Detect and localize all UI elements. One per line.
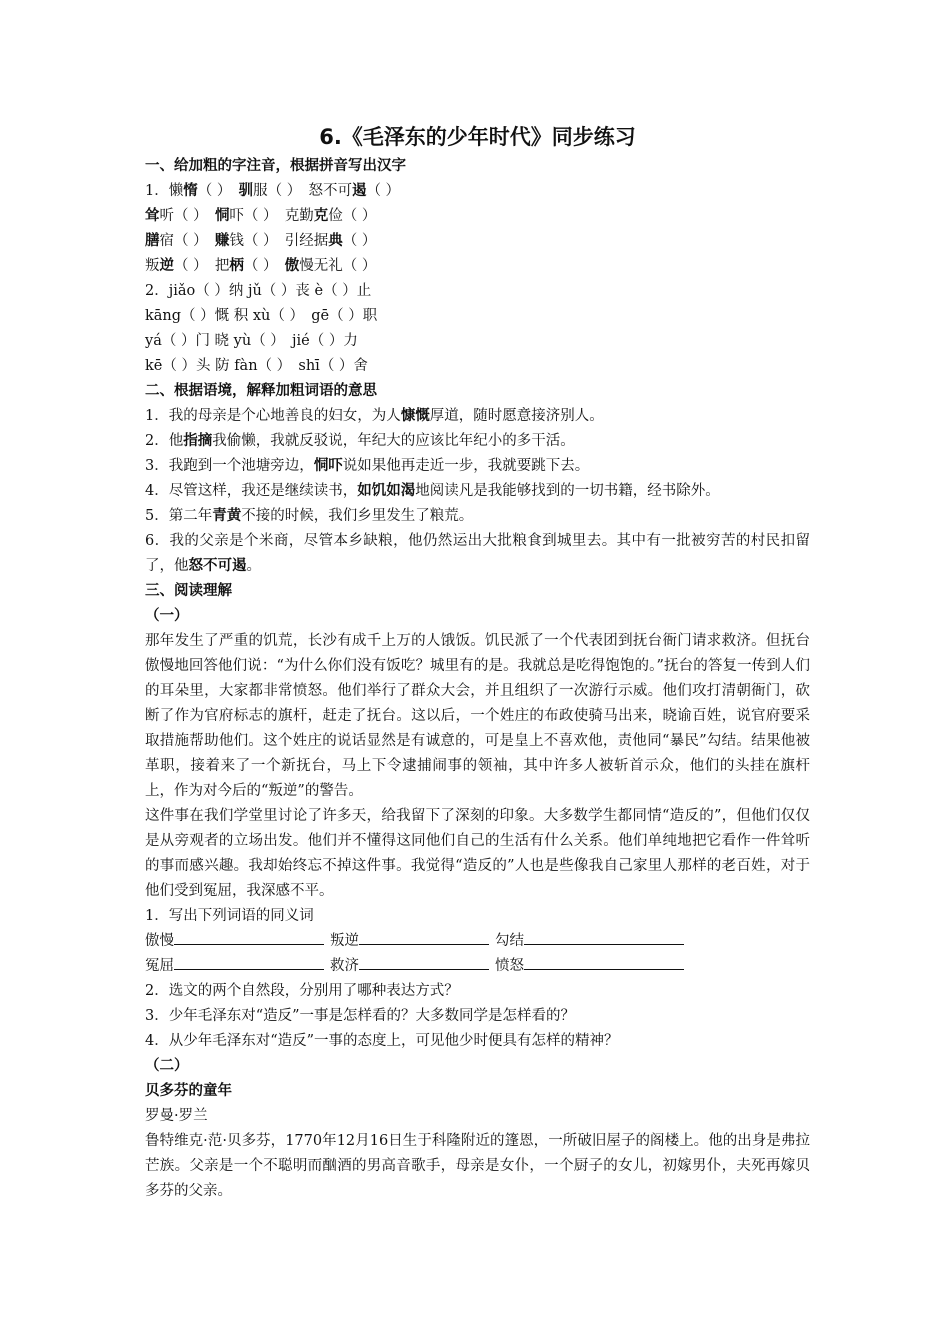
pinyin-row-2: kāng（ ）慨 积 xù（ ） gē（ ）职	[145, 308, 378, 324]
reading-question-2: 2．选文的两个自然段，分别用了哪种表达方式？	[145, 983, 459, 999]
synonym-row-2: 冤屈 救济 愤怒	[145, 954, 810, 979]
context-question-5: 5．第二年青黄不接的时候，我们乡里发生了粮荒。	[145, 508, 474, 524]
pinyin-row-4: kē（ ）头 防 fàn（ ） shī（ ）舍	[145, 358, 368, 374]
exercise-row-1: 1．懒惰（ ） 驯服（ ） 怒不可遏（ ）	[145, 183, 401, 199]
context-question-6: 6．我的父亲是个米商，尽管本乡缺粮，他仍然运出大批粮食到城里去。其中有一批被穷苦的村民扣留了，他怒不可遏。	[145, 533, 810, 574]
reading-paragraph-2: 这件事在我们学堂里讨论了许多天，给我留下了深刻的印象。大多数学生都同情“造反的”，但他们仅仅是从旁观者的立场出发。他们并不懂得这同他们自己的生活有什么关系。他们单纯地把它看作一件耸听的事而感兴趣。我却始终忘不掉这件事。我觉得“造反的”人也是些像我自己家里人那样的老百姓，对于他们受到冤屈，我深感不平。	[145, 808, 810, 899]
pinyin-row-1: 2．jiǎo（ ）纳 jǔ（ ）丧 è（ ）止	[145, 283, 372, 299]
synonym-row-1: 傲慢 叛逆 勾结	[145, 929, 810, 954]
article-title: 贝多芬的童年	[145, 1083, 232, 1099]
answer-blank[interactable]	[359, 955, 489, 970]
reading-question-1: 1．写出下列词语的同义词	[145, 908, 314, 924]
answer-blank[interactable]	[174, 930, 324, 945]
reading-question-3: 3．少年毛泽东对“造反”一事是怎样看的？大多数同学是怎样看的？	[145, 1008, 576, 1024]
reading-part-2-label: （二）	[145, 1058, 189, 1074]
answer-blank[interactable]	[174, 955, 324, 970]
exercise-row-3: 膳宿（ ） 赚钱（ ） 引经据典（ ）	[145, 233, 377, 249]
reading-part-1-label: （一）	[145, 608, 189, 624]
answer-blank[interactable]	[524, 930, 684, 945]
context-question-3: 3．我跑到一个池塘旁边，恫吓说如果他再走近一步，我就要跳下去。	[145, 458, 590, 474]
page-title: 6.《毛泽东的少年时代》同步练习	[319, 125, 636, 149]
context-question-1: 1．我的母亲是个心地善良的妇女，为人慷慨厚道，随时愿意接济别人。	[145, 408, 604, 424]
reading-question-4: 4．从少年毛泽东对“造反”一事的态度上，可见他少时便具有怎样的精神？	[145, 1033, 619, 1049]
exercise-row-2: 耸听（ ） 恫吓（ ） 克勤克俭（ ）	[145, 208, 377, 224]
answer-blank[interactable]	[524, 955, 684, 970]
article-author: 罗曼·罗兰	[145, 1108, 208, 1124]
reading-paragraph-1: 那年发生了严重的饥荒，长沙有成千上万的人饿饭。饥民派了一个代表团到抚台衙门请求救济。但抚台傲慢地回答他们说：“为什么你们没有饭吃？城里有的是。我就总是吃得饱饱的。”抚台的答复一传到人们的耳朵里，大家都非常愤怒。他们举行了群众大会，并且组织了一次游行示威。他们攻打清朝衙门，砍断了作为官府标志的旗杆，赶走了抚台。这以后，一个姓庄的布政使骑马出来，晓谕百姓，说官府要采取措施帮助他们。这个姓庄的说话显然是有诚意的，可是皇上不喜欢他，责他同“暴民”勾结。结果他被革职，接着来了一个新抚台，马上下令逮捕闹事的领袖，其中许多人被斩首示众，他们的头挂在旗杆上，作为对今后的“叛逆”的警告。	[145, 633, 810, 799]
context-question-4: 4．尽管这样，我还是继续读书，如饥如渴地阅读凡是我能够找到的一切书籍，经书除外。	[145, 483, 720, 499]
section-1-heading: 一、给加粗的字注音，根据拼音写出汉字	[145, 158, 406, 174]
section-3-heading: 三、阅读理解	[145, 583, 232, 599]
exercise-row-4: 叛逆（ ） 把柄（ ） 傲慢无礼（ ）	[145, 258, 377, 274]
reading-paragraph-3: 鲁特维克·范·贝多芬，1770年12月16日生于科隆附近的篷恩，一所破旧屋子的阁楼上。他的出身是弗拉芒族。父亲是一个不聪明而酗酒的男高音歌手，母亲是女仆，一个厨子的女儿，初嫁男仆，夫死再嫁贝多芬的父亲。	[145, 1133, 810, 1199]
pinyin-row-3: yá（ ）门 晓 yù（ ） jié（ ）力	[145, 333, 358, 349]
document-page	[145, 120, 810, 1204]
section-2-heading: 二、根据语境，解释加粗词语的意思	[145, 383, 377, 399]
context-question-2: 2．他指摘我偷懒，我就反驳说，年纪大的应该比年纪小的多干活。	[145, 433, 575, 449]
answer-blank[interactable]	[359, 930, 489, 945]
